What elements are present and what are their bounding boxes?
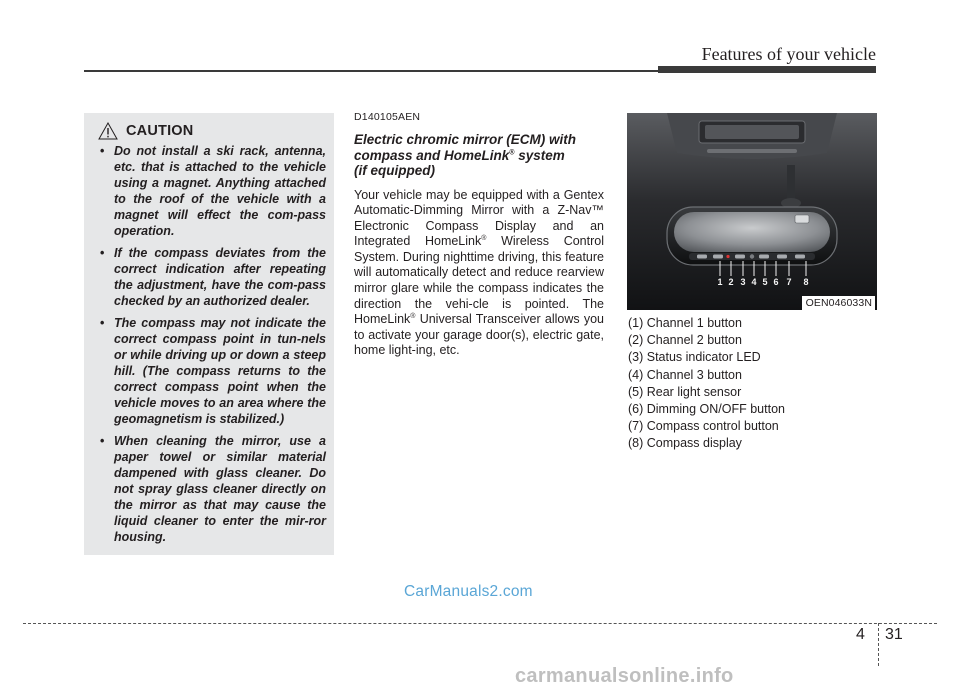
callout-6: 6 <box>773 277 779 287</box>
callout-5: 5 <box>762 277 768 287</box>
callout-1: 1 <box>717 277 723 287</box>
header-rule-accent <box>658 66 876 73</box>
caution-header <box>98 121 326 141</box>
bottom-watermark: carmanualsonline.info <box>515 665 734 687</box>
figure-label: OEN046033N <box>802 296 875 310</box>
legend-item: (4) Channel 3 button <box>628 367 742 382</box>
legend-item: (3) Status indicator LED <box>628 350 761 365</box>
callout-3: 3 <box>740 277 746 287</box>
body-part1: Your vehicle may be equipped with a Gentex Automatic-Dimming Mirror with a Z-Nav™ Electronic Compass Display and an Integrated HomeLink <box>354 187 604 249</box>
registered-mark: ® <box>509 149 515 156</box>
page-header-title: Features of your vehicle <box>701 44 876 64</box>
caution-item: • Do not install a ski rack, antenna, etc. that is attached to the vehicle using a magnet. Anything attached to the roof of the vehicle with a magnet will effect the com-pass operation. <box>92 143 326 239</box>
site-watermark[interactable]: CarManuals2.com <box>404 583 533 600</box>
registered-mark: ® <box>481 235 487 243</box>
caution-title: CAUTION <box>126 123 194 139</box>
section-title-line1: Electric chromic mirror (ECM) with <box>354 132 577 147</box>
legend-item: (2) Channel 2 button <box>628 333 742 348</box>
mirror-figure <box>627 113 877 310</box>
section-title-line2b: system <box>514 147 565 163</box>
section-title <box>354 132 604 179</box>
section-body <box>354 188 604 360</box>
body-part3: Universal Transceiver allows you to activate your garage door(s), electric gate, home light-ing, etc. <box>354 312 604 358</box>
section-column <box>354 111 604 359</box>
legend-item: (5) Rear light sensor <box>628 384 742 399</box>
callout-2: 2 <box>728 277 734 287</box>
section-title-line2a: compass and HomeLink <box>354 147 510 163</box>
page-number-divider <box>878 623 879 666</box>
caution-box <box>84 113 334 555</box>
legend-item: (6) Dimming ON/OFF button <box>628 402 785 417</box>
warning-triangle-icon <box>98 122 118 140</box>
legend-item: (7) Compass control button <box>628 419 779 434</box>
legend-item: (8) Compass display <box>628 436 742 451</box>
caution-list <box>92 143 326 545</box>
caution-item: • When cleaning the mirror, use a paper towel or similar material dampened with glass cleaner. Do not spray glass cleaner directly on the mirror as that may cause the liquid cleaner to enter the mir-ror housing. <box>92 433 326 545</box>
header-rule <box>84 70 660 72</box>
figure-legend <box>628 315 878 453</box>
footer-divider <box>23 623 937 624</box>
section-code: D140105AEN <box>354 111 421 123</box>
registered-mark: ® <box>410 313 416 321</box>
caution-item: • The compass may not indicate the correct compass point in tun-nels or while driving up or down a steep hill. (The compass returns to the correct compass point when the vehicle moves to an area where the geomagnetism is stabilized.) <box>92 315 326 427</box>
callout-7: 7 <box>786 277 792 287</box>
body-part2: Wireless Control System. During nighttime driving, this feature will automatically detect and reduce rearview mirror glare while the compass indicates the direction the vehi-cle is pointed. The HomeLink <box>354 234 604 327</box>
mirror-illustration <box>627 113 877 310</box>
caution-item: • If the compass deviates from the correct indication after repeating the adjustment, have the com-pass checked by an authorized dealer. <box>92 245 326 309</box>
page-number: 31 <box>885 626 903 643</box>
section-title-line3: (if equipped) <box>354 163 435 178</box>
callout-4: 4 <box>751 277 757 287</box>
legend-item: (1) Channel 1 button <box>628 316 742 330</box>
callout-8: 8 <box>803 277 809 287</box>
chapter-number: 4 <box>856 626 865 643</box>
